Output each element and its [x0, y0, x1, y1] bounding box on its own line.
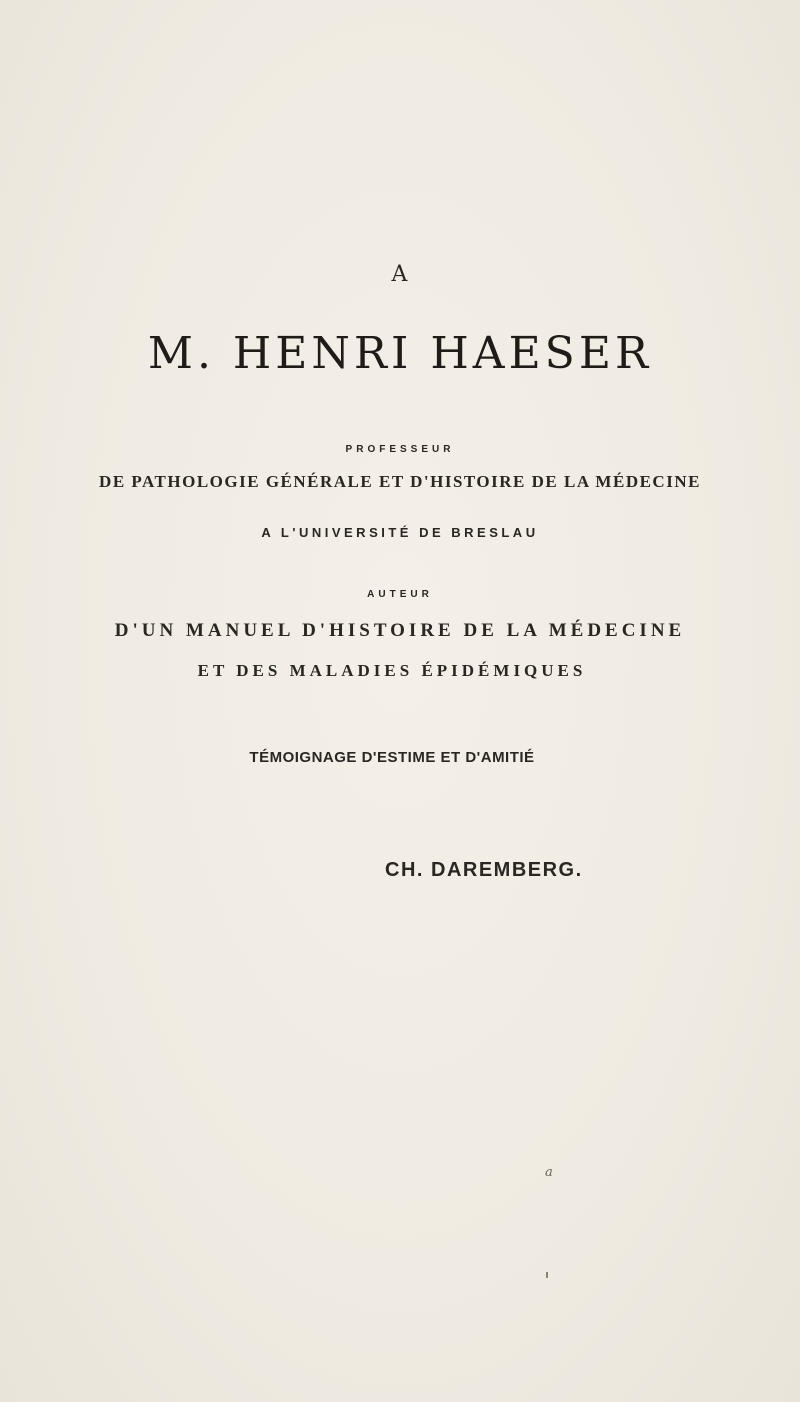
work-line-1: D'UN MANUEL D'HISTOIRE DE LA MÉDECINE: [114, 620, 686, 641]
dedication-to: A: [391, 262, 409, 287]
honoree-name: M. HENRI HAESER: [147, 328, 653, 379]
signature-mark: a: [545, 1165, 553, 1180]
title-professeur: PROFESSEUR: [345, 444, 455, 455]
tribute-line: TÉMOIGNAGE D'ESTIME ET D'AMITIÉ: [249, 749, 535, 766]
chair-line: DE PATHOLOGIE GÉNÉRALE ET D'HISTOIRE DE LA MÉDECINE: [99, 472, 701, 491]
title-auteur: AUTEUR: [367, 589, 433, 600]
stray-mark: [546, 1272, 548, 1278]
university-line: A L'UNIVERSITÉ DE BRESLAU: [261, 525, 539, 540]
author-signature: CH. DAREMBERG.: [385, 859, 583, 881]
work-line-2: ET DES MALADIES ÉPIDÉMIQUES: [197, 661, 587, 680]
